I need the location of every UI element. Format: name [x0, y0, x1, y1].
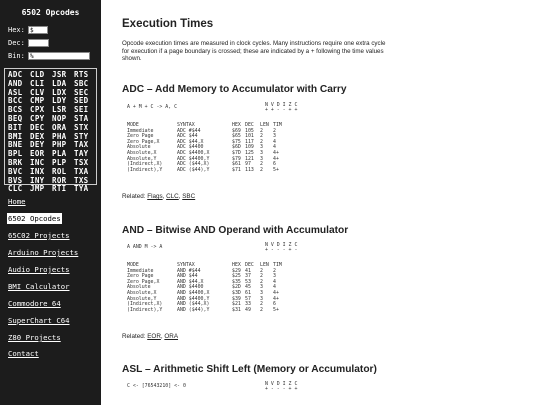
- table-cell: 37: [245, 273, 251, 280]
- table-cell: Immediate: [127, 267, 154, 274]
- column-header: SYNTAX: [177, 262, 195, 268]
- flags-values: + - - - + -: [265, 247, 298, 254]
- opcode-link-php[interactable]: PHP: [52, 140, 67, 150]
- opcode-link-ldy[interactable]: LDY: [52, 96, 67, 106]
- related-label: Related:: [122, 333, 146, 340]
- table-cell: 45: [245, 284, 251, 291]
- column-header: TIM: [273, 122, 282, 128]
- table-cell: ADC $44: [177, 133, 198, 140]
- opcode-link-dec[interactable]: DEC: [30, 122, 45, 132]
- table-cell: 2: [260, 166, 263, 173]
- related-link-clc[interactable]: CLC: [166, 193, 179, 200]
- table-cell: 4+: [273, 149, 279, 156]
- opcode-link-tay[interactable]: TAY: [74, 149, 89, 159]
- opcode-link-sec[interactable]: SEC: [74, 87, 89, 97]
- table-cell: AND $44,X: [177, 278, 204, 285]
- table-cell: ADC ($44),Y: [177, 166, 210, 173]
- table-cell: $7D: [232, 149, 241, 156]
- dec-converter: [8, 38, 49, 47]
- table-cell: Absolute,X: [127, 149, 157, 156]
- related-link-ora[interactable]: ORA: [164, 333, 179, 340]
- opcode-link-tsx[interactable]: TSX: [74, 157, 89, 167]
- opcode-link-dey[interactable]: DEY: [30, 140, 45, 150]
- operation-text: C <- [76543210] <- 0: [127, 383, 186, 389]
- nav-link-6502-opcodes[interactable]: 6502 Opcodes: [8, 214, 61, 223]
- opcode-link-iny[interactable]: INY: [30, 175, 45, 185]
- table-cell: 61: [245, 289, 251, 296]
- related-links: Related: Flags, CLC, SBC: [122, 193, 196, 200]
- related-label: Related:: [122, 193, 146, 200]
- opcode-link-bcc[interactable]: BCC: [8, 96, 23, 106]
- column-header: HEX: [232, 122, 241, 128]
- hex-converter: [8, 25, 48, 34]
- opcode-link-bvc[interactable]: BVC: [8, 166, 23, 176]
- table-cell: (Indirect),Y: [127, 166, 163, 173]
- nav-link-65c02-projects[interactable]: 65C02 Projects: [8, 231, 70, 240]
- nav-link-contact[interactable]: Contact: [8, 349, 39, 358]
- table-cell: 4+: [273, 289, 279, 296]
- opcode-link-sei[interactable]: SEI: [74, 105, 89, 115]
- column-header: TIM: [273, 262, 282, 268]
- table-cell: 3: [260, 295, 263, 302]
- section-heading-and: AND – Bitwise AND Operand with Accumulator: [122, 225, 349, 236]
- opcode-link-tya[interactable]: TYA: [74, 184, 89, 194]
- table-cell: 57: [245, 295, 251, 302]
- related-links: Related: EOR, ORA: [122, 333, 179, 340]
- opcode-link-dex[interactable]: DEX: [30, 131, 45, 141]
- table-cell: 3: [260, 284, 263, 291]
- table-cell: 101: [245, 133, 254, 140]
- opcode-link-txa[interactable]: TXA: [74, 166, 89, 176]
- opcode-link-beq[interactable]: BEQ: [8, 113, 23, 123]
- opcode-link-brk[interactable]: BRK: [8, 157, 23, 167]
- nav-link-arduino-projects[interactable]: Arduino Projects: [8, 248, 79, 257]
- opcode-row: [8, 185, 96, 194]
- flags-block: [265, 243, 297, 254]
- column-header: MODE: [127, 122, 139, 128]
- opcode-link-cld[interactable]: CLD: [30, 70, 45, 79]
- flags-block: [265, 382, 297, 393]
- table-cell: (Indirect,X): [127, 161, 163, 168]
- table-cell: Zero Page: [127, 273, 154, 280]
- opcode-link-cli[interactable]: CLI: [30, 78, 45, 88]
- opcode-link-bne[interactable]: BNE: [8, 140, 23, 150]
- opcode-link-pla[interactable]: PLA: [52, 149, 67, 159]
- opcode-link-and[interactable]: AND: [8, 78, 23, 88]
- opcode-link-pha[interactable]: PHA: [52, 131, 67, 141]
- opcode-link-sta[interactable]: STA: [74, 113, 89, 123]
- table-cell: 2: [260, 273, 263, 280]
- table-cell: 41: [245, 267, 251, 274]
- opcode-link-rti[interactable]: RTI: [52, 184, 67, 194]
- table-cell: ADC ($44,X): [177, 161, 210, 168]
- opcode-link-ldx[interactable]: LDX: [52, 87, 67, 97]
- table-cell: $21: [232, 301, 241, 308]
- table-cell: 3: [260, 144, 263, 151]
- table-cell: 5+: [273, 166, 279, 173]
- table-cell: Zero Page,X: [127, 138, 160, 145]
- table-cell: $2D: [232, 284, 241, 291]
- opcode-link-lda[interactable]: LDA: [52, 78, 67, 88]
- table-cell: 3: [260, 289, 263, 296]
- table-cell: 125: [245, 149, 254, 156]
- opcode-link-tax[interactable]: TAX: [74, 140, 89, 150]
- table-cell: $35: [232, 278, 241, 285]
- opcode-link-rts[interactable]: RTS: [74, 70, 89, 79]
- table-cell: 105: [245, 127, 254, 134]
- nav-link-bmi-calculator[interactable]: BMI Calculator: [8, 282, 70, 291]
- table-cell: 117: [245, 138, 254, 145]
- table-cell: $3D: [232, 289, 241, 296]
- table-row: [127, 168, 285, 174]
- dec-label: Dec:: [8, 38, 25, 47]
- table-cell: $61: [232, 161, 241, 168]
- table-cell: (Indirect,X): [127, 301, 163, 308]
- opcode-link-clv[interactable]: CLV: [30, 87, 45, 97]
- table-cell: 4: [273, 144, 276, 151]
- opcode-link-rol[interactable]: ROL: [52, 166, 67, 176]
- table-cell: 97: [245, 161, 251, 168]
- table-cell: Immediate: [127, 127, 154, 134]
- table-cell: 3: [260, 149, 263, 156]
- opcode-link-bcs[interactable]: BCS: [8, 105, 23, 115]
- nav-link-superchart-c64[interactable]: SuperChart C64: [8, 316, 70, 325]
- site-title: 6502 Opcodes: [21, 8, 80, 17]
- table-cell: $79: [232, 155, 241, 162]
- flags-block: [265, 103, 297, 114]
- flags-names: N V D I Z C: [265, 242, 298, 248]
- opcode-link-bvs[interactable]: BVS: [8, 175, 23, 185]
- table-cell: 6: [273, 301, 276, 308]
- main-content: [101, 0, 540, 405]
- opcode-link-asl[interactable]: ASL: [8, 87, 23, 97]
- opcode-link-sbc[interactable]: SBC: [74, 78, 89, 88]
- table-cell: 2: [260, 301, 263, 308]
- table-cell: AND $44: [177, 273, 198, 280]
- bin-input[interactable]: %: [28, 52, 90, 60]
- table-cell: 121: [245, 155, 254, 162]
- table-cell: 109: [245, 144, 254, 151]
- opcode-link-jsr[interactable]: JSR: [52, 70, 67, 79]
- opcode-link-lsr[interactable]: LSR: [52, 105, 67, 115]
- table-cell: AND #$44: [177, 267, 201, 274]
- table-cell: $25: [232, 273, 241, 280]
- table-cell: (Indirect),Y: [127, 306, 163, 313]
- table-cell: 4+: [273, 155, 279, 162]
- opcode-link-ror[interactable]: ROR: [52, 175, 67, 185]
- table-cell: 2: [260, 127, 263, 134]
- nav-link-audio-projects[interactable]: Audio Projects: [8, 265, 70, 274]
- opcode-link-clc[interactable]: CLC: [8, 184, 23, 194]
- bin-converter: [8, 51, 90, 60]
- opcode-link-inx[interactable]: INX: [30, 166, 45, 176]
- column-header: SYNTAX: [177, 122, 195, 128]
- table-cell: ADC $4400,X: [177, 149, 210, 156]
- opcode-link-nop[interactable]: NOP: [52, 113, 67, 123]
- table-row: [127, 308, 285, 314]
- table-cell: Absolute,Y: [127, 295, 157, 302]
- table-cell: ADC $4400,Y: [177, 155, 210, 162]
- table-cell: AND $4400,Y: [177, 295, 210, 302]
- related-link-flags[interactable]: Flags: [147, 193, 163, 200]
- opcode-link-sty[interactable]: STY: [74, 131, 89, 141]
- flags-values: + - - - + +: [265, 386, 298, 393]
- nav-link-z80-projects[interactable]: Z80 Projects: [8, 333, 61, 342]
- table-cell: AND $4400,X: [177, 289, 210, 296]
- table-cell: 3: [273, 133, 276, 140]
- addressing-table: [127, 263, 285, 313]
- table-cell: 3: [260, 155, 263, 162]
- table-cell: Absolute: [127, 144, 151, 151]
- table-cell: 2: [260, 267, 263, 274]
- table-cell: 2: [260, 138, 263, 145]
- opcode-link-bmi[interactable]: BMI: [8, 131, 23, 141]
- section-heading-asl: ASL – Arithmetic Shift Left (Memory or Accumulator): [122, 364, 377, 375]
- table-cell: $39: [232, 295, 241, 302]
- table-cell: $69: [232, 127, 241, 134]
- table-cell: Absolute: [127, 284, 151, 291]
- table-cell: AND ($44,X): [177, 301, 210, 308]
- intro-text: Opcode execution times are measured in clock cycles. Many instructions require one extra cycle for execution if a page boundary is crossed; these are indicated by a + following the time values shown.: [122, 40, 386, 62]
- addressing-table: [127, 123, 285, 173]
- column-header: HEX: [232, 262, 241, 268]
- flags-names: N V D I Z C: [265, 102, 298, 108]
- table-cell: 5+: [273, 306, 279, 313]
- flags-values: + + - - + +: [265, 107, 298, 114]
- opcode-link-plp[interactable]: PLP: [52, 157, 67, 167]
- table-cell: 2: [260, 306, 263, 313]
- opcode-link-txs[interactable]: TXS: [74, 175, 89, 185]
- table-cell: 2: [260, 161, 263, 168]
- table-cell: Zero Page: [127, 133, 154, 140]
- hex-label: Hex:: [8, 25, 25, 34]
- table-cell: $31: [232, 306, 241, 313]
- table-cell: Absolute,Y: [127, 155, 157, 162]
- table-cell: 4: [273, 278, 276, 285]
- column-header: DEC: [245, 262, 254, 268]
- table-cell: 4+: [273, 295, 279, 302]
- opcode-link-ora[interactable]: ORA: [52, 122, 67, 132]
- dec-input[interactable]: [28, 39, 49, 47]
- opcode-link-bit[interactable]: BIT: [8, 122, 23, 132]
- table-cell: 113: [245, 166, 254, 173]
- table-cell: ADC $44,X: [177, 138, 204, 145]
- table-cell: 2: [273, 267, 276, 274]
- opcode-link-bpl[interactable]: BPL: [8, 149, 23, 159]
- table-cell: $65: [232, 133, 241, 140]
- table-cell: $29: [232, 267, 241, 274]
- hex-input[interactable]: $: [28, 26, 48, 34]
- table-cell: 2: [273, 127, 276, 134]
- flags-names: N V D I Z C: [265, 381, 298, 387]
- column-header: DEC: [245, 122, 254, 128]
- table-cell: $75: [232, 138, 241, 145]
- opcode-link-adc[interactable]: ADC: [8, 70, 23, 79]
- table-cell: Zero Page,X: [127, 278, 160, 285]
- table-cell: ADC #$44: [177, 127, 201, 134]
- table-cell: Absolute,X: [127, 289, 157, 296]
- related-link-eor[interactable]: EOR: [147, 333, 161, 340]
- operation-text: A AND M -> A: [127, 244, 163, 250]
- opcode-link-cpx[interactable]: CPX: [30, 105, 45, 115]
- section-heading-adc: ADC – Add Memory to Accumulator with Carry: [122, 84, 347, 95]
- table-cell: 33: [245, 301, 251, 308]
- related-link-sbc[interactable]: SBC: [182, 193, 196, 200]
- opcode-link-cmp[interactable]: CMP: [30, 96, 45, 106]
- opcode-link-sed[interactable]: SED: [74, 96, 89, 106]
- opcode-link-stx[interactable]: STX: [74, 122, 89, 132]
- bin-label: Bin:: [8, 51, 25, 60]
- nav-link-commodore-64[interactable]: Commodore 64: [8, 299, 61, 308]
- operation-text: A + M + C -> A, C: [127, 104, 178, 110]
- table-cell: 4: [273, 138, 276, 145]
- table-cell: ADC $4400: [177, 144, 204, 151]
- opcode-link-cpy[interactable]: CPY: [30, 113, 45, 123]
- table-cell: 4: [273, 284, 276, 291]
- sidebar: [0, 0, 101, 405]
- opcode-link-jmp[interactable]: JMP: [30, 184, 45, 194]
- table-cell: $6D: [232, 144, 241, 151]
- table-cell: 2: [260, 278, 263, 285]
- table-cell: 53: [245, 278, 251, 285]
- table-cell: 3: [273, 273, 276, 280]
- page-title: Execution Times: [122, 18, 214, 30]
- opcode-grid: [4, 68, 97, 194]
- table-cell: AND ($44),Y: [177, 306, 210, 313]
- opcode-link-eor[interactable]: EOR: [30, 149, 45, 159]
- table-cell: 6: [273, 161, 276, 168]
- column-header: LEN: [260, 122, 269, 128]
- column-header: LEN: [260, 262, 269, 268]
- nav-link-home[interactable]: Home: [8, 197, 26, 206]
- table-cell: AND $4400: [177, 284, 204, 291]
- column-header: MODE: [127, 262, 139, 268]
- table-cell: $71: [232, 166, 241, 173]
- opcode-link-inc[interactable]: INC: [30, 157, 45, 167]
- table-cell: 49: [245, 306, 251, 313]
- table-cell: 2: [260, 133, 263, 140]
